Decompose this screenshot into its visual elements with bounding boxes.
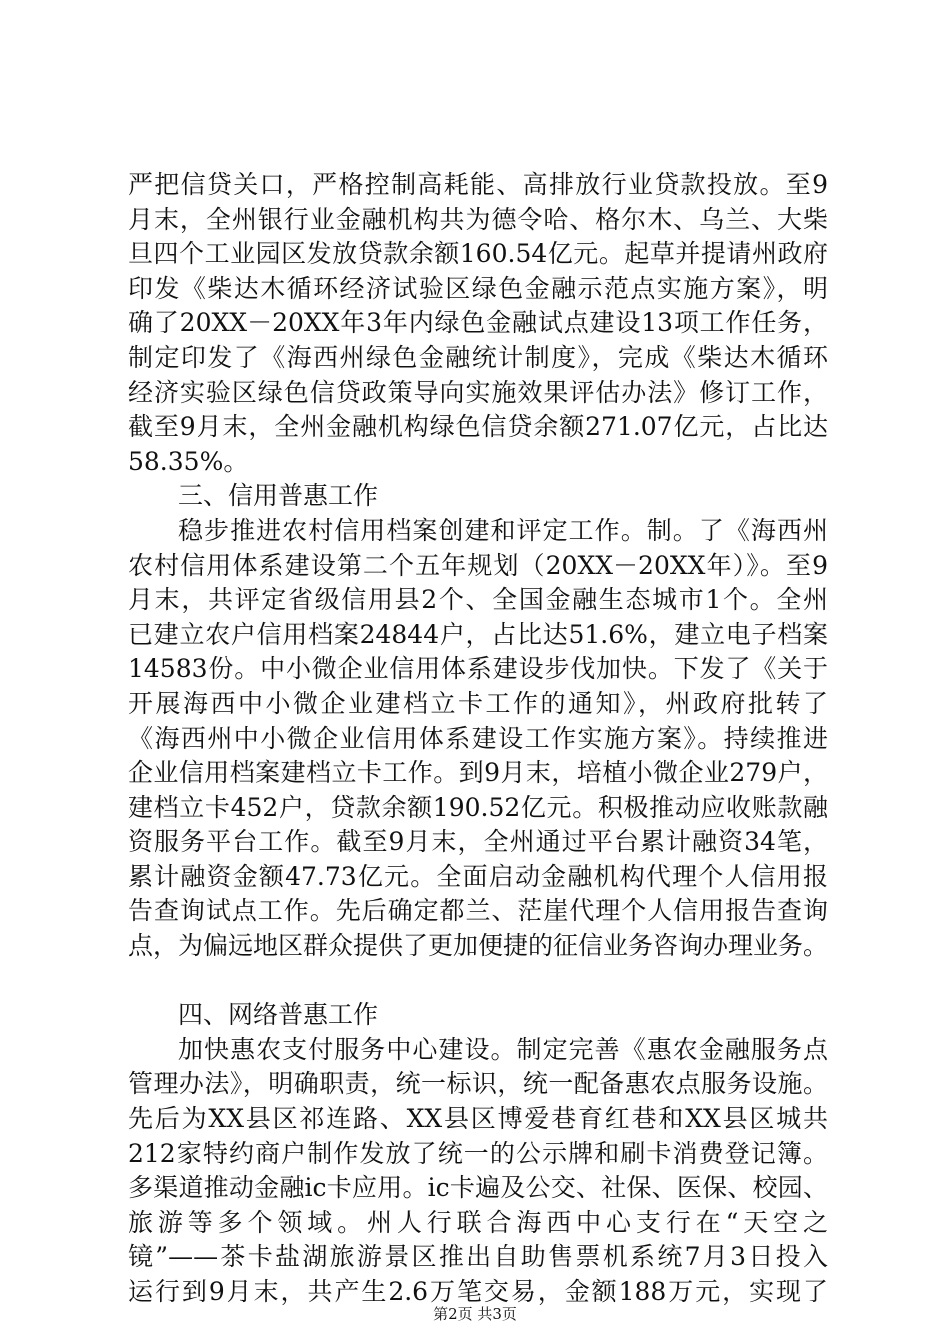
text-line: 镜”——茶卡盐湖旅游景区推出自助售票机系统7月3日投入 [128, 1242, 828, 1272]
text-line: 累计融资金额47.73亿元。全面启动金融机构代理个人信用报 [128, 861, 828, 891]
text-line: 《海西州中小微企业信用体系建设工作实施方案》。持续推进 [128, 723, 828, 753]
text-line: 已建立农户信用档案24844户，占比达51.6%，建立电子档案 [128, 619, 828, 649]
text-line: 稳步推进农村信用档案创建和评定工作。制。了《海西州 [178, 515, 828, 545]
paragraph-section2-tail [128, 168, 828, 479]
page-footer [0, 1304, 950, 1324]
text-line: 印发《柴达木循环经济试验区绿色金融示范点实施方案》，明 [128, 273, 828, 303]
text-line: 企业信用档案建档立卡工作。到9月末，培植小微企业279户， [128, 758, 828, 788]
text-line: 资服务平台工作。截至9月末，全州通过平台累计融资34笔， [128, 827, 828, 857]
text-line: 旦四个工业园区发放贷款余额160.54亿元。起草并提请州政府 [128, 239, 828, 269]
text-line: 开展海西中小微企业建档立卡工作的通知》，州政府批转了 [128, 688, 828, 718]
text-line: 制定印发了《海西州绿色金融统计制度》，完成《柴达木循环 [128, 342, 828, 372]
text-line: 58.35%。 [128, 446, 249, 476]
text-line: 严把信贷关口，严格控制高耗能、高排放行业贷款投放。至9 [128, 170, 828, 199]
text-line: 确了20XX－20XX年3年内绿色金融试点建设13项工作任务， [128, 308, 828, 338]
text-line: 管理办法》，明确职责，统一标识，统一配备惠农点服务设施。 [128, 1069, 828, 1099]
page-number: 第2页 共3页 [433, 1305, 517, 1323]
text-line: 月末，全州银行业金融机构共为德令哈、格尔木、乌兰、大柴 [128, 204, 828, 234]
section-heading-credit: 三、信用普惠工作 [178, 481, 379, 511]
section-heading-network: 四、网络普惠工作 [178, 1000, 379, 1030]
text-line: 告查询试点工作。先后确定都兰、茫崖代理个人信用报告查询 [128, 896, 828, 926]
text-line: 截至9月末，全州金融机构绿色信贷余额271.07亿元，占比达 [128, 412, 828, 442]
text-line: 旅游等多个领域。州人行联合海西中心支行在“天空之 [128, 1207, 828, 1237]
text-line: 加快惠农支付服务中心建设。制定完善《惠农金融服务点 [178, 1034, 828, 1064]
text-line: 经济实验区绿色信贷政策导向实施效果评估办法》修订工作， [128, 377, 828, 407]
document-body [128, 168, 828, 1310]
paragraph-section4 [128, 1033, 828, 1310]
text-line: 农村信用体系建设第二个五年规划（20XX－20XX年）》。至9 [128, 550, 828, 580]
text-line: 建档立卡452户，贷款余额190.52亿元。积极推动应收账款融 [128, 792, 828, 822]
text-line: 月末，共评定省级信用县2个、全国金融生态城市1个。全州 [128, 585, 828, 615]
text-line: 14583份。中小微企业信用体系建设步伐加快。下发了《关于 [128, 654, 828, 684]
text-line: 212家特约商户制作发放了统一的公示牌和刷卡消费登记簿。 [128, 1138, 828, 1168]
text-line: 运行到9月末，共产生2.6万笔交易，金额188万元，实现了 [128, 1277, 828, 1306]
text-line: 多渠道推动金融ic卡应用。ic卡遍及公交、社保、医保、校园、 [128, 1173, 828, 1203]
text-line: 点，为偏远地区群众提供了更加便捷的征信业务咨询办理业务。 [128, 931, 828, 961]
text-line: 先后为XX县区祁连路、XX县区博爱巷育红巷和XX县区城共 [128, 1104, 828, 1134]
paragraph-section3 [128, 514, 828, 964]
paragraph-gap [128, 964, 828, 999]
